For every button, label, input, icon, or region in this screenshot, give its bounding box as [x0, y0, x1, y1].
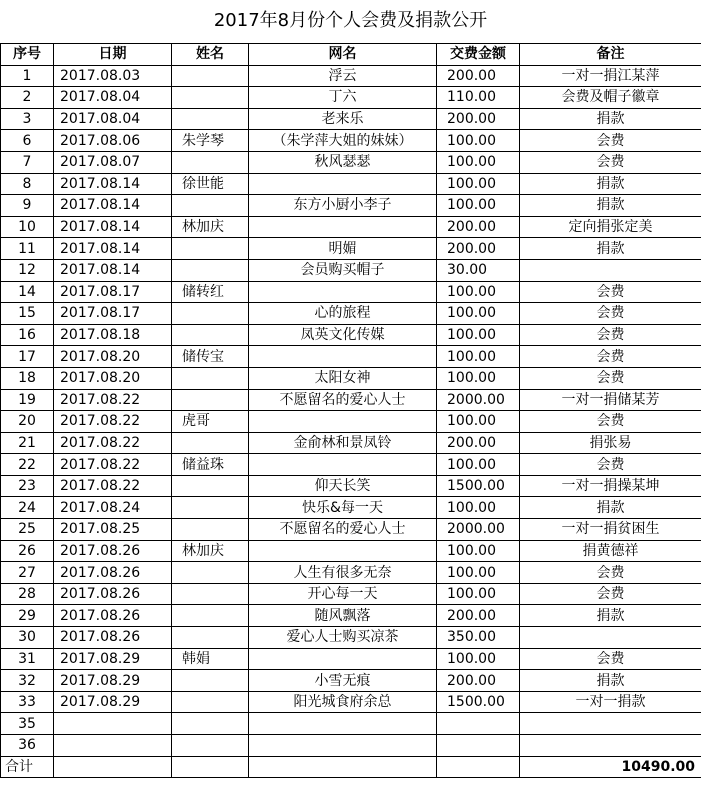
cell-amount: 100.00: [437, 324, 520, 346]
cell-net-name: 心的旅程: [249, 303, 437, 325]
cell-note: 捐款: [520, 605, 701, 627]
cell-date: 2017.08.06: [54, 130, 172, 152]
cell-amount: 200.00: [437, 65, 520, 87]
cell-date: 2017.08.20: [54, 346, 172, 368]
cell-net-name: [249, 216, 437, 238]
table-row: [1, 540, 701, 562]
cell-date: 2017.08.26: [54, 627, 172, 649]
cell-note: [520, 735, 701, 757]
cell-date: 2017.08.29: [54, 648, 172, 670]
cell-net-name: [249, 648, 437, 670]
cell-seq: 9: [1, 195, 54, 217]
table-row: [1, 130, 701, 152]
cell-name: [172, 303, 249, 325]
table-row: [1, 65, 701, 87]
table-row: [1, 605, 701, 627]
cell-net-name: 老来乐: [249, 108, 437, 130]
cell-net-name: [249, 411, 437, 433]
cell-amount: 100.00: [437, 346, 520, 368]
cell-amount: 30.00: [437, 259, 520, 281]
cell-net-name: 丁六: [249, 87, 437, 109]
cell-seq: 3: [1, 108, 54, 130]
cell-name: [172, 562, 249, 584]
cell-net-name: [249, 346, 437, 368]
cell-amount: 100.00: [437, 281, 520, 303]
cell-name: [172, 324, 249, 346]
cell-net-name: 太阳女神: [249, 367, 437, 389]
cell-name: [172, 713, 249, 735]
cell-name: [172, 432, 249, 454]
cell-amount: 100.00: [437, 583, 520, 605]
cell-amount: 200.00: [437, 108, 520, 130]
total-label: 合计: [1, 756, 54, 778]
cell-seq: 7: [1, 151, 54, 173]
table-row: [1, 259, 701, 281]
cell-note: 捐款: [520, 108, 701, 130]
table-row: [1, 497, 701, 519]
cell-note: [520, 713, 701, 735]
cell-note: 会费: [520, 367, 701, 389]
cell-note: 会费及帽子徽章: [520, 87, 701, 109]
cell-amount: [437, 713, 520, 735]
cell-name: [172, 87, 249, 109]
cell-note: 会费: [520, 303, 701, 325]
cell-name: [172, 389, 249, 411]
table-row: [1, 238, 701, 260]
cell-name: 朱学琴: [172, 130, 249, 152]
table-row: [1, 432, 701, 454]
cell-date: 2017.08.14: [54, 195, 172, 217]
header-name: 姓名: [172, 44, 249, 66]
cell-note: 会费: [520, 583, 701, 605]
cell-net-name: 快乐&每一天: [249, 497, 437, 519]
cell-name: [172, 519, 249, 541]
cell-seq: 26: [1, 540, 54, 562]
table-row: [1, 519, 701, 541]
cell-net-name: 不愿留名的爱心人士: [249, 519, 437, 541]
cell-date: 2017.08.29: [54, 670, 172, 692]
cell-name: [172, 583, 249, 605]
cell-net-name: 明媚: [249, 238, 437, 260]
cell-seq: 2: [1, 87, 54, 109]
header-date: 日期: [54, 44, 172, 66]
cell-seq: 20: [1, 411, 54, 433]
table-row: [1, 389, 701, 411]
cell-seq: 22: [1, 454, 54, 476]
table-row: [1, 281, 701, 303]
cell-seq: 6: [1, 130, 54, 152]
cell-date: 2017.08.22: [54, 475, 172, 497]
cell-net-name: 爱心人士购买凉茶: [249, 627, 437, 649]
cell-note: 捐款: [520, 238, 701, 260]
table-row: [1, 475, 701, 497]
cell-net-name: [249, 713, 437, 735]
cell-seq: 15: [1, 303, 54, 325]
cell-date: 2017.08.20: [54, 367, 172, 389]
table-row: [1, 303, 701, 325]
table-row: [1, 627, 701, 649]
cell-name: [172, 691, 249, 713]
cell-seq: 10: [1, 216, 54, 238]
cell-date: 2017.08.14: [54, 259, 172, 281]
cell-name: 徐世能: [172, 173, 249, 195]
header-net-name: 网名: [249, 44, 437, 66]
cell-name: [172, 151, 249, 173]
cell-note: 捐黄德祥: [520, 540, 701, 562]
cell-seq: 8: [1, 173, 54, 195]
table-row: [1, 713, 701, 735]
cell-name: 储传宝: [172, 346, 249, 368]
cell-amount: 200.00: [437, 238, 520, 260]
table-row: [1, 324, 701, 346]
cell-amount: 100.00: [437, 151, 520, 173]
cell-date: 2017.08.26: [54, 562, 172, 584]
cell-date: 2017.08.29: [54, 691, 172, 713]
cell-net-name: （朱学萍大姐的妹妹）: [249, 130, 437, 152]
cell-seq: 29: [1, 605, 54, 627]
cell-seq: 32: [1, 670, 54, 692]
cell-seq: 28: [1, 583, 54, 605]
cell-amount: 200.00: [437, 670, 520, 692]
cell-amount: 100.00: [437, 562, 520, 584]
cell-date: 2017.08.17: [54, 303, 172, 325]
cell-net-name: 东方小厨小李子: [249, 195, 437, 217]
cell-seq: 31: [1, 648, 54, 670]
cell-date: 2017.08.22: [54, 411, 172, 433]
cell-net-name: 浮云: [249, 65, 437, 87]
cell-amount: 100.00: [437, 540, 520, 562]
cell-seq: 12: [1, 259, 54, 281]
cell-seq: 14: [1, 281, 54, 303]
cell-net-name: 不愿留名的爱心人士: [249, 389, 437, 411]
cell-seq: 1: [1, 65, 54, 87]
cell-name: [172, 367, 249, 389]
cell-note: 会费: [520, 454, 701, 476]
cell-date: 2017.08.22: [54, 389, 172, 411]
cell-name: 韩娟: [172, 648, 249, 670]
cell-amount: 100.00: [437, 303, 520, 325]
table-row: [1, 173, 701, 195]
header-note: 备注: [520, 44, 701, 66]
cell-date: 2017.08.26: [54, 540, 172, 562]
cell-date: 2017.08.25: [54, 519, 172, 541]
cell-date: 2017.08.17: [54, 281, 172, 303]
cell-note: 会费: [520, 324, 701, 346]
table-row: [1, 346, 701, 368]
cell-amount: 100.00: [437, 411, 520, 433]
cell-seq: 19: [1, 389, 54, 411]
table-row: [1, 367, 701, 389]
cell-name: [172, 627, 249, 649]
cell-note: 捐张易: [520, 432, 701, 454]
table-row: [1, 216, 701, 238]
cell-amount: 1500.00: [437, 691, 520, 713]
cell-note: 会费: [520, 648, 701, 670]
cell-date: 2017.08.14: [54, 216, 172, 238]
cell-net-name: [249, 735, 437, 757]
cell-name: 储转红: [172, 281, 249, 303]
cell-date: 2017.08.26: [54, 583, 172, 605]
cell-amount: 110.00: [437, 87, 520, 109]
cell-note: 一对一捐储某芳: [520, 389, 701, 411]
cell-net-name: 人生有很多无奈: [249, 562, 437, 584]
cell-name: [172, 238, 249, 260]
cell-note: 会费: [520, 562, 701, 584]
table-row: [1, 562, 701, 584]
cell-date: 2017.08.03: [54, 65, 172, 87]
cell-seq: 18: [1, 367, 54, 389]
cell-amount: 100.00: [437, 195, 520, 217]
cell-net-name: 会员购买帽子: [249, 259, 437, 281]
cell-note: 会费: [520, 346, 701, 368]
cell-name: [172, 497, 249, 519]
cell-net-name: [249, 454, 437, 476]
cell-seq: 17: [1, 346, 54, 368]
cell-name: 虎哥: [172, 411, 249, 433]
cell-note: 捐款: [520, 670, 701, 692]
cell-amount: 2000.00: [437, 389, 520, 411]
cell-amount: 100.00: [437, 173, 520, 195]
cell-seq: 23: [1, 475, 54, 497]
table-row: [1, 195, 701, 217]
cell-name: [172, 195, 249, 217]
table-row: [1, 454, 701, 476]
cell-net-name: 随风飘落: [249, 605, 437, 627]
cell-amount: 200.00: [437, 216, 520, 238]
cell-name: [172, 259, 249, 281]
table-row: [1, 87, 701, 109]
cell-amount: 200.00: [437, 605, 520, 627]
cell-name: [172, 735, 249, 757]
cell-name: [172, 65, 249, 87]
cell-date: [54, 735, 172, 757]
cell-seq: 35: [1, 713, 54, 735]
table-row: [1, 108, 701, 130]
table-row: [1, 648, 701, 670]
header-row: [1, 44, 701, 66]
cell-note: 一对一捐江某萍: [520, 65, 701, 87]
cell-amount: 100.00: [437, 130, 520, 152]
cell-date: 2017.08.22: [54, 454, 172, 476]
header-seq: 序号: [1, 44, 54, 66]
cell-amount: 350.00: [437, 627, 520, 649]
donation-table: [0, 43, 701, 778]
cell-note: 一对一捐款: [520, 691, 701, 713]
cell-name: [172, 670, 249, 692]
cell-date: 2017.08.24: [54, 497, 172, 519]
cell-seq: 24: [1, 497, 54, 519]
cell-note: 捐款: [520, 173, 701, 195]
cell-amount: 100.00: [437, 454, 520, 476]
cell-note: 定向捐张定美: [520, 216, 701, 238]
cell-note: [520, 259, 701, 281]
cell-date: 2017.08.22: [54, 432, 172, 454]
cell-note: 一对一捐贫困生: [520, 519, 701, 541]
cell-amount: 2000.00: [437, 519, 520, 541]
cell-date: 2017.08.14: [54, 173, 172, 195]
table-row: [1, 411, 701, 433]
table-row: [1, 670, 701, 692]
cell-note: 捐款: [520, 195, 701, 217]
cell-amount: 100.00: [437, 497, 520, 519]
cell-seq: 33: [1, 691, 54, 713]
cell-net-name: 秋风瑟瑟: [249, 151, 437, 173]
cell-seq: 11: [1, 238, 54, 260]
cell-date: 2017.08.14: [54, 238, 172, 260]
total-row: [1, 756, 701, 778]
sheet-title: 2017年8月份个人会费及捐款公开: [213, 10, 488, 31]
cell-name: 林加庆: [172, 216, 249, 238]
cell-date: 2017.08.04: [54, 108, 172, 130]
cell-amount: 100.00: [437, 367, 520, 389]
cell-amount: 1500.00: [437, 475, 520, 497]
cell-note: 捐款: [520, 497, 701, 519]
cell-net-name: 开心每一天: [249, 583, 437, 605]
cell-seq: 25: [1, 519, 54, 541]
cell-net-name: 凤英文化传媒: [249, 324, 437, 346]
cell-net-name: [249, 540, 437, 562]
cell-amount: 100.00: [437, 648, 520, 670]
cell-date: [54, 713, 172, 735]
table-row: [1, 691, 701, 713]
cell-amount: 200.00: [437, 432, 520, 454]
cell-name: [172, 475, 249, 497]
cell-seq: 30: [1, 627, 54, 649]
header-amount: 交费金额: [437, 44, 520, 66]
cell-date: 2017.08.18: [54, 324, 172, 346]
cell-net-name: 小雪无痕: [249, 670, 437, 692]
cell-name: 林加庆: [172, 540, 249, 562]
cell-net-name: [249, 173, 437, 195]
cell-name: [172, 108, 249, 130]
cell-date: 2017.08.04: [54, 87, 172, 109]
cell-net-name: 金俞林和景凤铃: [249, 432, 437, 454]
cell-note: [520, 627, 701, 649]
cell-note: 一对一捐操某坤: [520, 475, 701, 497]
table-row: [1, 151, 701, 173]
cell-date: 2017.08.26: [54, 605, 172, 627]
cell-note: 会费: [520, 151, 701, 173]
cell-seq: 27: [1, 562, 54, 584]
cell-net-name: [249, 281, 437, 303]
cell-seq: 16: [1, 324, 54, 346]
cell-note: 会费: [520, 130, 701, 152]
table-row: [1, 735, 701, 757]
cell-name: 储益珠: [172, 454, 249, 476]
table-body: [1, 65, 701, 756]
cell-date: 2017.08.07: [54, 151, 172, 173]
total-amount: 10490.00: [520, 756, 701, 778]
cell-amount: [437, 735, 520, 757]
cell-net-name: 仰天长笑: [249, 475, 437, 497]
cell-seq: 21: [1, 432, 54, 454]
cell-note: 会费: [520, 411, 701, 433]
table-row: [1, 583, 701, 605]
cell-note: 会费: [520, 281, 701, 303]
cell-name: [172, 605, 249, 627]
cell-net-name: 阳光城食府余总: [249, 691, 437, 713]
cell-seq: 36: [1, 735, 54, 757]
